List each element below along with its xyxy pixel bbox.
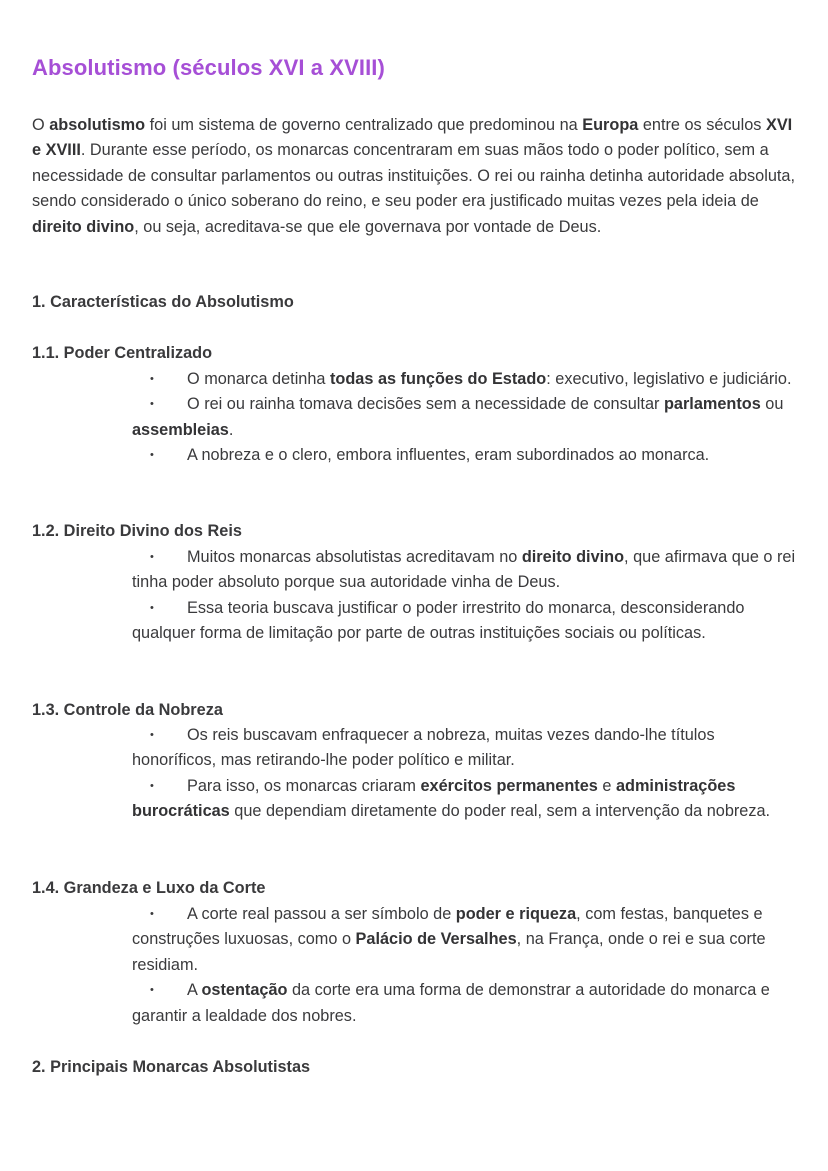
- intro-text: entre os séculos: [638, 116, 766, 134]
- bullet-list-1-1: [132, 367, 802, 469]
- item-bold-text: Palácio de Versalhes: [355, 930, 517, 949]
- intro-text: O: [32, 116, 50, 134]
- item-text: da corte era uma forma de demonstrar a autoridade do monarca e garantir a lealdade dos nobres.: [132, 981, 770, 1025]
- bullet-icon: •: [150, 449, 154, 462]
- list-item: [132, 367, 802, 392]
- item-bold-text: poder e riqueza: [455, 905, 577, 923]
- list-item: [132, 902, 802, 978]
- page-title: Absolutismo (séculos XVI a XVIII): [32, 55, 385, 80]
- item-text: .: [228, 420, 234, 439]
- subsection-heading-1-4: 1.4. Grandeza e Luxo da Corte: [32, 879, 266, 897]
- item-text: ou: [760, 395, 784, 414]
- list-item: [132, 443, 802, 468]
- item-bold-text: administrações burocráticas: [132, 776, 736, 821]
- item-text: , que afirmava que o rei tinha poder absoluto porque sua autoridade vinha de Deus.: [132, 548, 796, 592]
- item-bold-text: exércitos permanentes: [420, 776, 598, 795]
- bullet-list-1-3: [132, 723, 802, 825]
- list-item: [132, 774, 802, 825]
- bullet-icon: •: [150, 601, 154, 614]
- item-text: que dependiam diretamente do poder real, sem a intervenção da nobreza.: [229, 802, 771, 821]
- list-item: [132, 545, 802, 596]
- intro-bold-europa: Europa: [582, 116, 639, 134]
- intro-bold-absolutismo: absolutismo: [49, 116, 146, 134]
- item-text: , com festas, banquetes e construções luxuosas, como o: [132, 905, 763, 949]
- item-bold-text: ostentação: [201, 981, 288, 1000]
- subsection-heading-1-2: 1.2. Direito Divino dos Reis: [32, 522, 242, 540]
- intro-paragraph: [32, 113, 802, 240]
- item-text: A: [187, 981, 202, 1000]
- item-text: A corte real passou a ser símbolo de: [187, 905, 456, 923]
- item-bold-text: parlamentos: [663, 395, 761, 414]
- section-heading-2: 2. Principais Monarcas Absolutistas: [32, 1058, 311, 1076]
- list-item: [132, 978, 802, 1029]
- item-bold-text: todas as funções do Estado: [330, 370, 547, 388]
- item-bold-text: direito divino: [521, 548, 625, 566]
- item-text: Os reis buscavam enfraquecer a nobreza, muitas vezes dando-lhe títulos honoríficos, mas retirando-lhe poder político e militar.: [132, 726, 715, 770]
- intro-text: foi um sistema de governo centralizado que predominou na: [145, 116, 583, 134]
- bullet-icon: •: [150, 984, 154, 997]
- bullet-icon: •: [150, 908, 154, 920]
- list-item: [132, 596, 802, 647]
- item-text: : executivo, legislativo e judiciário.: [546, 370, 792, 388]
- intro-text: . Durante esse período, os monarcas concentraram em suas mãos todo o poder político, sem a necessidade de consultar parlamentos ou outras instituições. O rei ou rainha detinha autoridade absoluta, sendo considerado o único soberano do reino, e seu poder era justificado muitas vezes pela ideia de: [32, 141, 795, 211]
- item-text: O rei ou rainha tomava decisões sem a necessidade de consultar: [187, 395, 664, 414]
- item-text: Muitos monarcas absolutistas acreditavam no: [187, 548, 522, 566]
- intro-bold-direito-divino: direito divino: [32, 217, 135, 236]
- list-item: [132, 392, 802, 443]
- item-bold-text: assembleias: [132, 420, 229, 439]
- item-text: Para isso, os monarcas criaram: [187, 776, 421, 795]
- item-text: O monarca detinha: [187, 370, 330, 388]
- bullet-list-1-4: [132, 902, 802, 1029]
- list-item: [132, 723, 802, 774]
- subsection-heading-1-3: 1.3. Controle da Nobreza: [32, 701, 223, 719]
- bullet-icon: •: [150, 729, 154, 741]
- bullet-icon: •: [150, 373, 154, 385]
- item-text: , na França, onde o rei e sua corte residiam.: [132, 930, 766, 974]
- bullet-icon: •: [150, 398, 154, 411]
- intro-text: , ou seja, acreditava-se que ele governava por vontade de Deus.: [134, 217, 602, 236]
- intro-bold-centuries: XVI e XVIII: [32, 116, 793, 160]
- bullet-icon: •: [150, 551, 154, 563]
- section-heading-1: 1. Características do Absolutismo: [32, 293, 294, 311]
- bullet-icon: •: [150, 779, 154, 792]
- bullet-list-1-2: [132, 545, 802, 647]
- item-text: e: [597, 776, 616, 795]
- subsection-heading-1-1: 1.1. Poder Centralizado: [32, 344, 213, 362]
- item-text: A nobreza e o clero, embora influentes, eram subordinados ao monarca.: [187, 446, 710, 465]
- item-text: Essa teoria buscava justificar o poder irrestrito do monarca, desconsiderando qualquer forma de limitação por parte de outras instituições sociais ou políticas.: [132, 598, 745, 643]
